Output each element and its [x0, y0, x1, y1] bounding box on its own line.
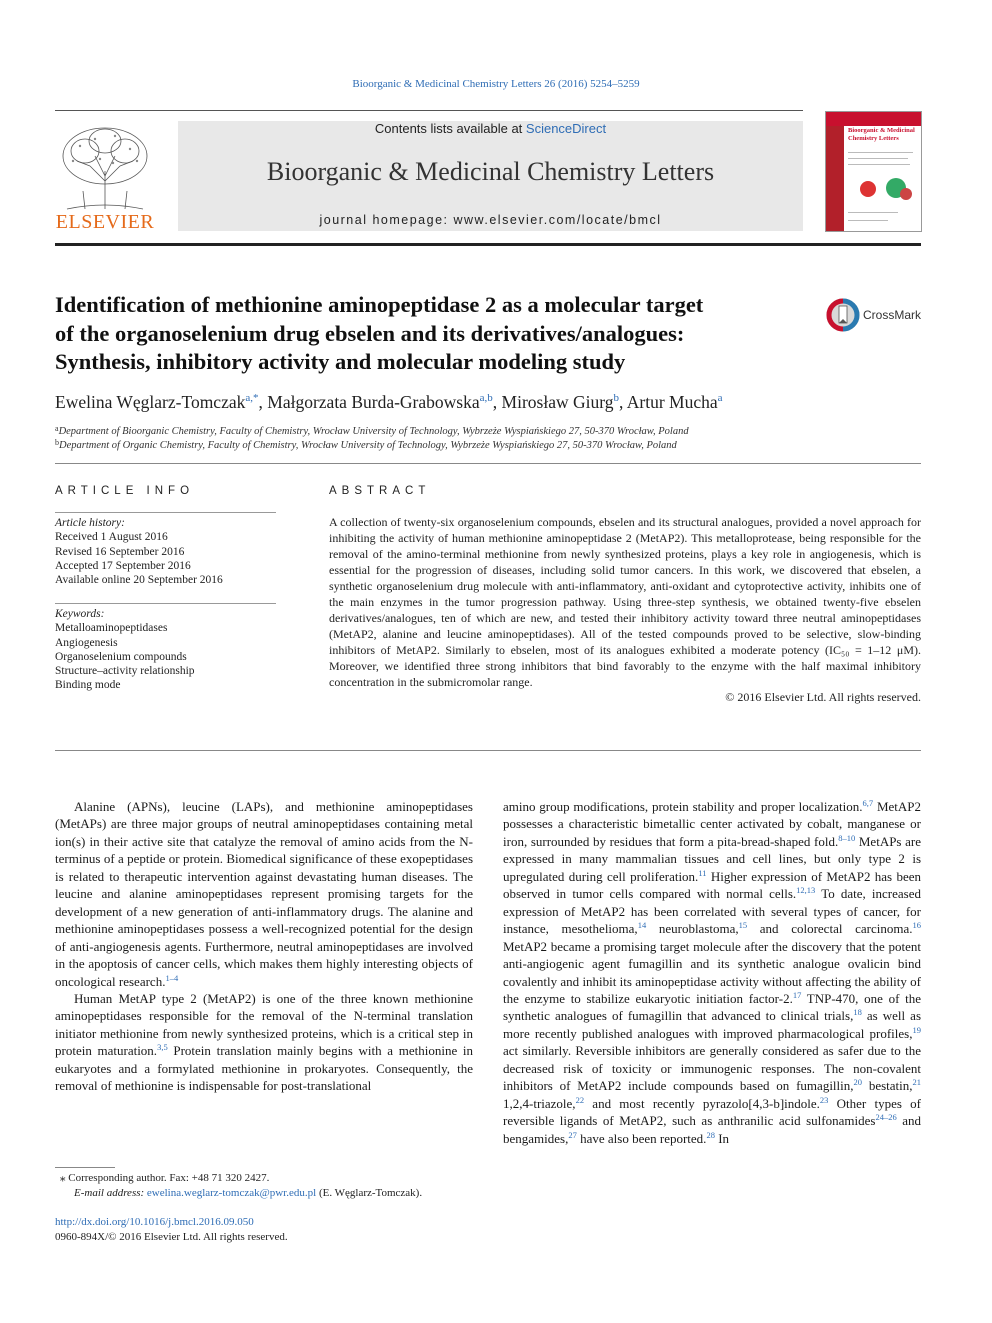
body-column-left — [55, 798, 473, 1095]
keyword: Angiogenesis — [55, 636, 118, 649]
article-info-heading: ARTICLE INFO — [55, 485, 195, 497]
citation-ref[interactable]: 21 — [912, 1077, 921, 1088]
author-affiliation-mark[interactable]: a,b — [479, 392, 493, 404]
author-separator: , — [492, 392, 502, 412]
citation-ref[interactable]: 19 — [912, 1024, 921, 1035]
sciencedirect-link[interactable]: ScienceDirect — [525, 121, 607, 136]
author-name: Artur Mucha — [626, 392, 718, 412]
author-affiliation-mark[interactable]: b — [613, 392, 619, 404]
issn-line: 0960-894X/© 2016 Elsevier Ltd. All rights reserved. — [55, 1231, 288, 1243]
author-name: Ewelina Węglarz-Tomczak — [55, 392, 246, 412]
body-text: act similarly. Reversible inhibitors are generally considered as safer due to the decreased risk of toxicity or immunogenic responses. The non-covalent inhibitors of MetAP2 include compounds based on fumagillin, — [503, 1043, 921, 1094]
body-text: In — [714, 1130, 730, 1146]
body-text: To date, increased expression of MetAP2 has been correlated with several types of cancer, for instance, mesothelioma, — [503, 886, 921, 937]
title-line-1: Identification of methionine aminopeptidase 2 as a molecular target — [55, 292, 704, 317]
title-line-2: of the organoselenium drug ebselen and its derivatives/analogues: — [55, 320, 685, 346]
citation-ref[interactable]: 12,13 — [796, 885, 816, 896]
cover-band — [826, 112, 921, 126]
affiliation-text: Department of Bioorganic Chemistry, Faculty of Chemistry, Wrocław University of Technology, Wybrzeże Wyspiańskiego 27, 50-370 Wrocław, Poland — [58, 426, 689, 437]
body-text: and most recently pyrazolo[4,3-b]indole. — [584, 1095, 820, 1111]
corresponding-author-note: ⁎ Corresponding author. Fax: +48 71 320 2427. — [60, 1172, 270, 1184]
affiliation-mark: a — [55, 424, 59, 433]
body-text: and bengamides, — [503, 1113, 921, 1146]
body-text: as well as more recently published analogues with improved pharmacological profiles, — [503, 1008, 921, 1041]
cover-spine — [826, 126, 844, 231]
email-suffix: (E. Węglarz-Tomczak). — [316, 1187, 423, 1199]
citation-ref[interactable]: 11 — [698, 867, 707, 878]
abstract-heading: ABSTRACT — [329, 485, 431, 497]
citation-ref[interactable]: 17 — [792, 989, 802, 1000]
body-text: have also been reported. — [576, 1130, 707, 1146]
affiliation-text: Department of Organic Chemistry, Faculty of Chemistry, Wrocław University of Technology, Wybrzeże Wyspiańskiego 27, 50-370 Wrocław, Poland — [59, 440, 677, 451]
body-paragraph — [503, 798, 921, 1147]
citation-ref[interactable]: 20 — [853, 1077, 863, 1088]
citation-ref[interactable]: 18 — [853, 1007, 862, 1018]
body-paragraph — [55, 798, 473, 990]
publisher-wordmark: ELSEVIER — [55, 211, 155, 233]
body-column-right — [503, 798, 921, 1147]
citation-ref[interactable]: 14 — [637, 920, 647, 931]
citation-ref[interactable]: 22 — [575, 1094, 585, 1105]
article-title — [55, 291, 815, 377]
body-paragraph — [55, 990, 473, 1095]
cover-title: Bioorganic & Medicinal Chemistry Letters — [848, 127, 915, 142]
affiliation-a — [55, 424, 921, 437]
journal-citation[interactable]: Bioorganic & Medicinal Chemistry Letters 26 (2016) 5254–5259 — [352, 78, 640, 90]
body-text: MetAP2 possesses a characteristic bimetallic center activated by cobalt, manganese or iron, surrounded by residues that form a pita-bread-shaped fold. — [503, 799, 922, 849]
history-online: Available online 20 September 2016 — [55, 574, 223, 587]
history-received: Received 1 August 2016 — [55, 531, 168, 544]
history-label: Article history: — [55, 517, 125, 529]
body-text: MetAPs are expressed in many mammalian tissues and cell lines, but only type 2 is upregulated during cell proliferation. — [503, 833, 921, 884]
author-separator: , — [258, 392, 268, 412]
history-accepted: Accepted 17 September 2016 — [55, 559, 191, 572]
affiliation-mark: b — [55, 438, 59, 447]
author-affiliation-mark[interactable]: a — [717, 392, 723, 404]
crossmark-label: CrossMark — [863, 308, 922, 322]
citation-ref[interactable]: 23 — [819, 1094, 829, 1105]
title-line-3: Synthesis, inhibitory activity and molecular modeling study — [55, 349, 626, 374]
header-thick-rule — [55, 243, 921, 246]
abstract-body — [329, 515, 921, 706]
journal-cover-thumbnail — [825, 111, 922, 232]
body-text: bestatin, — [862, 1078, 913, 1094]
email-label: E-mail address: — [74, 1187, 147, 1199]
keywords-label: Keywords: — [55, 608, 105, 620]
body-text: neuroblastoma, — [646, 921, 739, 937]
keyword: Metalloaminopeptidases — [55, 622, 168, 635]
author-name: Małgorzata Burda-Grabowska — [267, 392, 480, 412]
keyword: Structure–activity relationship — [55, 665, 195, 678]
email-note — [74, 1187, 492, 1199]
citation-ref[interactable]: 1–4 — [165, 972, 179, 983]
body-text: MetAP2 became a promising target molecule after the discovery that the potent anti-angiogenic agent fumagillin and its synthetic analogue ovalicin bind covalently and inhibit its aminopeptidase activity without affecting the ability of the enzyme to stabilize eukaryotic initiation factor-2. — [503, 938, 921, 1006]
author-affiliation-mark[interactable]: a,* — [245, 392, 259, 404]
doi-link[interactable]: http://dx.doi.org/10.1016/j.bmcl.2016.09.050 — [55, 1216, 254, 1228]
body-text: Protein translation mainly begins with a methionine in eukaryotes and a formylated methionine in prokaryotes. Consequently, the removal of methionine is indispensable for post-translational — [55, 1043, 473, 1094]
cover-figure — [856, 174, 916, 204]
author-separator: , — [618, 392, 627, 412]
citation-ref[interactable]: 3,5 — [157, 1042, 168, 1053]
keyword: Binding mode — [55, 679, 121, 692]
email-link[interactable]: ewelina.weglarz-tomczak@pwr.edu.pl — [146, 1187, 317, 1199]
citation-ref[interactable]: 15 — [738, 920, 748, 931]
keyword: Organoselenium compounds — [55, 650, 187, 663]
abstract-copyright: © 2016 Elsevier Ltd. All rights reserved. — [725, 690, 921, 705]
citation-ref[interactable]: 24–26 — [875, 1112, 897, 1123]
body-text: Higher expression of MetAP2 has been observed in tumor cells compared with normal cells. — [503, 868, 921, 902]
abstract-text: A collection of twenty-six organoselenium compounds, ebselen and its structural analogues, provided a novel approach for inhibiting the activity of human methionine aminopeptidase 2 (MetAP2). This metalloprotease, being responsible for the removal of the amino-terminal methionine from newly synthesized proteins, plays a key role in angiogenesis, which is essential for the progression of diseases, including solid tumor cancers. In this work, we discovered that ebselen, a synthetic organoselenium drug molecule with anti-inflammatory, anti-oxidant and cytoprotective activity, inhibits one of the main enzymes in the tumor progression pathway. Using three-step synthesis, we obtained twenty-five ebselen derivatives/analogues, ten of which are new, and tested their inhibitory activity toward three neutral aminopeptidases (MetAP2, alanine and leucine aminopeptidases). All of the tested compounds proved to be selective, slow-binding inhibitors of MetAP2. Similarly to ebselen, most of its analogues exhibited a moderate potency (IC₅₀ = 1–12 μM). Moreover, we identified three strong inhibitors that bind favorably to the enzyme with the half maximal inhibitory concentration in the submicromolar range. — [329, 515, 921, 689]
affiliation-b — [55, 438, 921, 451]
body-text: Other types of reversible ligands of MetAP2, such as anthranilic acid sulfonamides — [503, 1095, 921, 1129]
body-text: and colorectal carcinoma. — [747, 921, 913, 937]
keywords — [55, 607, 276, 693]
citation-ref[interactable]: 27 — [568, 1129, 577, 1140]
contents-line — [178, 121, 803, 136]
citation-ref[interactable]: 16 — [912, 920, 921, 931]
journal-title: Bioorganic & Medicinal Chemistry Letters — [266, 157, 715, 186]
section-divider — [55, 463, 921, 464]
citation-ref[interactable]: 8–10 — [838, 832, 856, 843]
journal-homepage[interactable]: journal homepage: www.elsevier.com/locate/bmcl — [319, 213, 662, 227]
contents-prefix: Contents lists available at — [374, 121, 526, 136]
citation-ref[interactable]: 6,7 — [862, 798, 874, 808]
body-text: TNP-470, one of the synthetic analogues of fumagillin that advanced to clinical trials, — [503, 990, 921, 1024]
footnote-rule — [55, 1167, 115, 1168]
author-name: Mirosław Giurg — [501, 392, 614, 412]
citation-ref[interactable]: 28 — [706, 1129, 715, 1140]
article-history — [55, 516, 276, 587]
section-divider — [55, 750, 921, 751]
info-divider — [55, 512, 276, 513]
author-list — [55, 392, 921, 413]
body-text: amino group modifications, protein stability and proper localization. — [503, 799, 863, 814]
history-revised: Revised 16 September 2016 — [55, 545, 185, 558]
header-divider — [55, 110, 803, 111]
body-text: 1,2,4-triazole, — [503, 1095, 576, 1111]
body-text: Alanine (APNs), leucine (LAPs), and methionine aminopeptidases (MetAPs) are three major groups of neutral aminopeptidases containing metal ion(s) in their active site that catalyze the removal of amino acids from the N-terminus of a peptide or protein. Biomedical significance of these exopeptidases is related to therapeutic intervention against devastating human diseases. The leucine and alanine aminopeptidases represent promising targets for the development of a new generation of anti-inflammatory drugs. The alanine and methionine aminopeptidases possess a well-recognized potential for the design of anti-angiogenesis agents. Furthermore, neutral aminopeptidases are involved in the apoptosis of cancer cells, which makes them highly interesting objects of oncological research. — [55, 799, 473, 989]
body-text: Human MetAP type 2 (MetAP2) is one of the three known methionine aminopeptidases responsible for the removal of the N-terminal translation initiator methionine from newly synthesized proteins, which is a critical step in protein maturation. — [55, 990, 473, 1059]
info-divider — [55, 603, 276, 604]
